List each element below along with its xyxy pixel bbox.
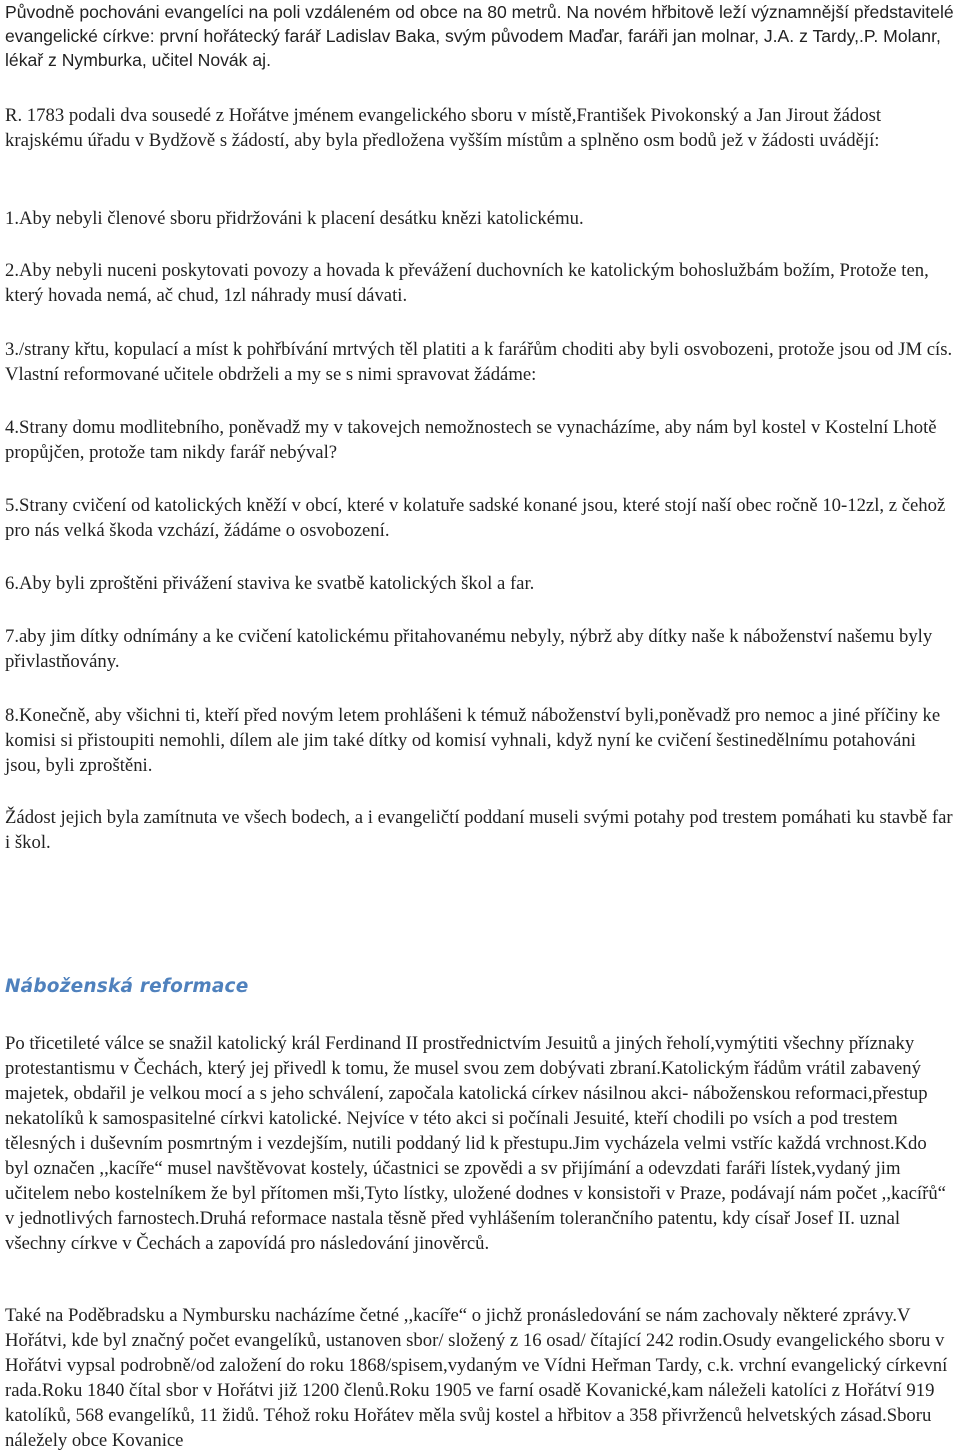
intro-paragraph: Původně pochováni evangelíci na poli vzdáleném od obce na 80 metrů. Na novém hřbitově leží významnější představitelé evangelické církve: první hořátecký farář Ladislav Baka, svým původem Maďar, faráři jan molnar, J.A. z Tardy,.P. Molanr, lékař z Nymburka, učitel Novák aj. — [5, 2, 954, 70]
point-7: 7.aby jim dítky odnímány a ke cvičení katolickému přitahovanému nebyly, nýbrž aby dítky naše k náboženství našemu byly přivlastňovány. — [5, 626, 933, 672]
request-paragraph: R. 1783 podali dva sousedé z Hořátve jménem evangelického sboru v místě,František Pivokonský a Jan Jirout žádost krajskému úřadu v Bydžově s žádostí, aby byla předložena vyšším místům a splněno osm bodů jež v žádosti uvádějí: — [5, 105, 882, 151]
section-heading: Náboženská reformace — [5, 976, 249, 997]
point-2: 2.Aby nebyli nuceni poskytovati povozy a hovada k převážení duchovních ke katolickým bohoslužbám božím, Protože ten, který hovada nemá, ač chud, 1zl náhrady musí dávati. — [5, 260, 929, 306]
reform-paragraph: Po třicetileté válce se snažil katolický král Ferdinand II prostřednictvím Jesuitů a jiných řeholí,vymýtiti všechny příznaky protestantismu v Čechách, který jej přivedl k tomu, že musel svou zem dobývati zbraní.Katolickým řádům vrátil zabavený majetek, obdařil je velkou mocí a s jeho schválení, započala katolická církev násilnou akci- náboženskou reformaci,přestup nekatolíků k samospasitelné církvi katolické. Nejvíce v této akci si počínali Jesuité, kteří chodili po vsích a pod trestem tělesných i duševním posmrtným i vezdejším, nutili poddaný lid k přestupu.Jim vycházela velmi vstříc každá vrchnost.Kdo byl označen ,,kacíře“ musel navštěvovat kostely, účastnici se zpovědi a sv přijímání a odevzdati faráři lístek,vydaný jim učitelem nebo kostelníkem že byl přítomen mši,Tyto lístky, uložené dodnes v konsistoři v Praze, podávají nám počet ,,kacířů“ v jednotlivých farnostech.Druhá reformace nastala těsně před vyhlášením tolerančního patentu, kdy císař Josef II. uznal všechny církve v Čechách a zapovídá pro následování jinověrců. — [5, 1033, 946, 1254]
rejection-paragraph: Žádost jejich byla zamítnuta ve všech bodech, a i evangeličtí poddaní museli svými potahy pod trestem pomáhati ku stavbě far i škol. — [5, 807, 953, 853]
point-6: 6.Aby byli zproštěni přivážení staviva ke svatbě katolických škol a far. — [5, 573, 535, 594]
point-4: 4.Strany domu modlitebního, poněvadž my v takovejch nemožnostech se vynacházíme, aby nám byl kostel v Kostelní Lhotě propůjčen, protože tam nikdy farář nebýval? — [5, 417, 937, 463]
point-3: 3./strany křtu, kopulací a míst k pohřbívání mrtvých těl platiti a k farářům choditi aby byli osvobozeni, protože jsou od JM cís. Vlastní reformované učitele obdrželi a my se s nimi spravovat žádáme: — [5, 339, 953, 385]
point-8: 8.Konečně, aby všichni ti, kteří před novým letem prohlášeni k témuž náboženství byli,poněvadž pro nemoc a jiné příčiny ke komisi si přistoupiti nemohli, dílem ale jim také dítky od komisí vyhnali, když nyní ke cvičení šestinedělnímu potahováni jsou, byli zproštěni. — [5, 705, 941, 776]
point-1: 1.Aby nebyli členové sboru přidržováni k placení desátku knězi katolickému. — [5, 208, 584, 229]
point-5: 5.Strany cvičení od katolických kněží v obcí, které v kolatuře sadské konané jsou, které stojí naší obec ročně 10-12zl, z čehož pro nás velká škoda vzchází, žádáme o osvobození. — [5, 495, 946, 541]
podebradsko-paragraph: Také na Poděbradsku a Nymbursku nacházíme četné ,,kacíře“ o jichž pronásledování se nám zachovaly některé zprávy.V Hořátvi, kde byl značný počet evangelíků, ustanoven sbor/ složený z 16 osad/ čítající 242 rodin.Osudy evangelického sboru v Hořátvi vypsal podrobně/od založení do roku 1868/spisem,vydaným ve Vídni Heřman Tardy, c.k. vrchní evangelický církevní rada.Roku 1840 čítal sbor v Hořátvi již 1200 členů.Roku 1905 ve farní osadě Kovanické,kam náleželi katolíci z Hořátví 919 katolíků, 568 evangelíků, 11 židů. Téhož roku Hořátev měla svůj kostel a hřbitov a 358 přivrženců helvetských zásad.Sboru náležely obce Kovanice — [5, 1305, 948, 1451]
